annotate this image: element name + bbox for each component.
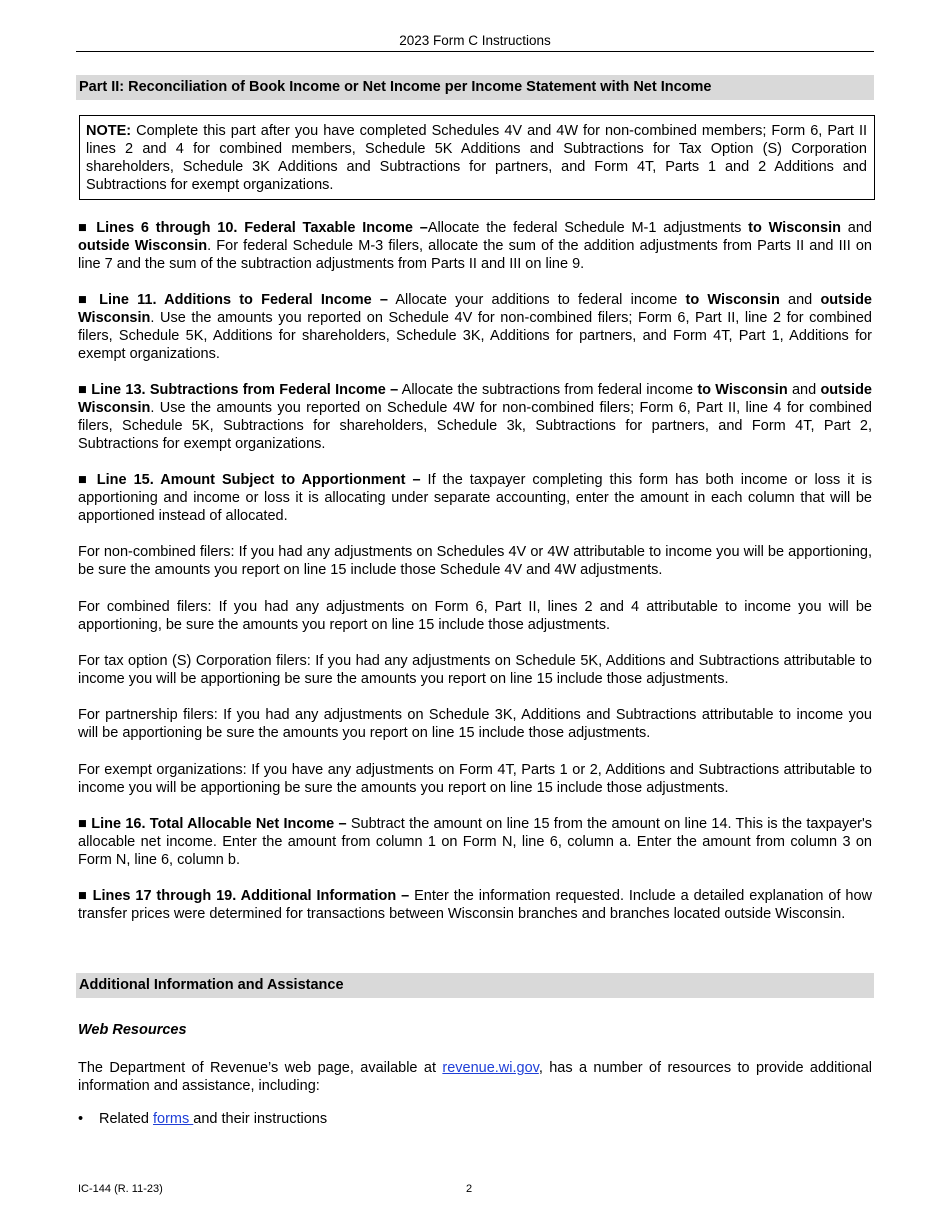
line-6-10-title: Lines 6 through 10. Federal Taxable Income – (89, 220, 428, 236)
note-label: NOTE: (86, 123, 132, 139)
square-bullet-icon: ■ (78, 816, 88, 832)
line-6-10-text-3: . For federal Schedule M-3 filers, allocate the sum of the addition adjustments from Parts II and III on line 7 and the sum of the subtraction adjustments from Parts II and III on line 9. (78, 238, 873, 272)
square-bullet-icon: ■ (78, 292, 91, 308)
line-13-text-2: and (787, 382, 821, 398)
line-6-10-text-1: Allocate the federal Schedule M-1 adjustments (427, 220, 749, 236)
forms-item-text-1: Related (99, 1111, 154, 1127)
line-16-text-1: Subtract the amount on line 15 from the amount on line 14. This is the taxpayer's allocable net income. Enter the amount from column 1 on Form N, line 6, column a. Enter the amount from column 3 on Form N, line 6, column b. (78, 816, 873, 868)
noncombined-paragraph: For non-combined filers: If you had any adjustments on Schedules 4V or 4W attributable to income you will be apportioning, be sure the amounts you report on line 15 include those Schedule 4V and 4W adjustments. (78, 544, 872, 578)
line-11-title: Line 11. Additions to Federal Income – (90, 292, 388, 308)
line-15-title: Line 15. Amount Subject to Apportionment – (89, 472, 421, 488)
line-17-19-title: Lines 17 through 19. Additional Information – (87, 888, 410, 904)
square-bullet-icon: ■ (78, 220, 90, 236)
line-13-bold-1: to Wisconsin (697, 382, 788, 398)
line-17-19-text-1: Enter the information requested. Include a detailed explanation of how transfer prices were determined for transactions between Wisconsin branches and branches located outside Wisconsin. (78, 888, 872, 922)
web-resources-title: Web Resources (78, 1022, 187, 1038)
line-11-bold-2: outside Wisconsin (78, 292, 872, 326)
partnership-paragraph: For partnership filers: If you had any adjustments on Schedule 3K, Additions and Subtractions attributable to income you will be apportioning be sure the amounts you report on line 15 include those adjustments. (78, 707, 872, 741)
forms-list-item (78, 1110, 327, 1128)
square-bullet-icon: ■ (78, 888, 88, 904)
bullet-dot-icon: • (78, 1111, 84, 1127)
line-6-10-paragraph (78, 219, 872, 273)
web-resources-paragraph (78, 1059, 872, 1095)
line-13-title: Line 13. Subtractions from Federal Income – (87, 382, 399, 398)
line-13-text-1: Allocate the subtractions from federal income (398, 382, 698, 398)
forms-link[interactable]: forms (153, 1111, 194, 1127)
tax-option-paragraph: For tax option (S) Corporation filers: If you had any adjustments on Schedule 5K, Additions and Subtractions attributable to income you will be apportioning be sure the amounts you report on line 15 include those adjustments. (78, 653, 872, 687)
line-11-text-3: . Use the amounts you reported on Schedule 4V for non-combined filers; Form 6, Part II, line 2 for combined filers, Schedule 5K, Additions for shareholders, Schedule 3K, Additions for partners, and Form 4T, Part 1, Additions for exempt organizations. (78, 310, 872, 362)
line-13-bold-2: outside Wisconsin (78, 382, 872, 416)
line-13-paragraph (78, 381, 872, 453)
line-11-bold-1: to Wisconsin (685, 292, 780, 308)
line-15-text-1: If the taxpayer completing this form has both income or loss it is apportioning and income or loss it is allocating under separate accounting, enter the amount in each column that will be apportioned instead of allocated. (78, 472, 872, 524)
forms-item-text-2: and their instructions (193, 1111, 328, 1127)
additional-info-heading: Additional Information and Assistance (76, 973, 874, 998)
line-11-paragraph (78, 291, 872, 363)
exempt-org-paragraph: For exempt organizations: If you have any adjustments on Form 4T, Parts 1 or 2, Additions and Subtractions attributable to income you will be apportioning be sure the amounts you report on line 15 include those adjustments. (78, 762, 872, 796)
line-13-text-3: . Use the amounts you reported on Schedule 4W for non-combined filers; Form 6, Part II, line 4 for combined filers, Schedule 5K, Subtractions for shareholders, Schedule 3k, Subtractions for partners, and Form 4T, Part 2, Subtractions for exempt organizations. (78, 400, 872, 452)
line-6-10-text-2: and (841, 220, 872, 236)
revenue-link[interactable]: revenue.wi.gov (442, 1060, 539, 1076)
line-17-19-paragraph (78, 887, 872, 923)
note-box (79, 115, 875, 200)
web-text-1: The Department of Revenue’s web page, available at (78, 1060, 443, 1076)
line-6-10-bold-1: to Wisconsin (748, 220, 841, 236)
line-15-paragraph (78, 471, 872, 525)
web-text-2: , has a number of resources to provide additional information and assistance, including: (78, 1060, 872, 1094)
combined-paragraph: For combined filers: If you had any adjustments on Form 6, Part II, lines 2 and 4 attributable to income you will be apportioning, be sure the amounts you report on line 15 include those adjustments. (78, 599, 872, 633)
square-bullet-icon: ■ (78, 472, 90, 488)
line-16-title: Line 16. Total Allocable Net Income – (87, 816, 347, 832)
footer-page-number: 2 (466, 1183, 473, 1195)
line-11-text-2: and (779, 292, 821, 308)
square-bullet-icon: ■ (78, 382, 88, 398)
line-16-paragraph (78, 815, 872, 869)
line-11-text-1: Allocate your additions to federal income (387, 292, 686, 308)
note-text: Complete this part after you have completed Schedules 4V and 4W for non-combined members; Form 6, Part II lines 2 and 4 for combined members, Schedule 5K Additions and Subtractions for Tax Option (S) Corporation shareholders, Schedule 3K Additions and Subtractions for partners, and Form 4T, Parts 1 and 2 Additions and Subtractions for exempt organizations. (86, 123, 867, 193)
page-header (76, 33, 874, 52)
part2-heading: Part II: Reconciliation of Book Income or Net Income per Income Statement with Net Income (76, 75, 874, 100)
header-title: 2023 Form C Instructions (399, 33, 551, 48)
footer-form-id: IC-144 (R. 11-23) (78, 1183, 163, 1195)
line-6-10-bold-2: outside Wisconsin (78, 238, 208, 254)
